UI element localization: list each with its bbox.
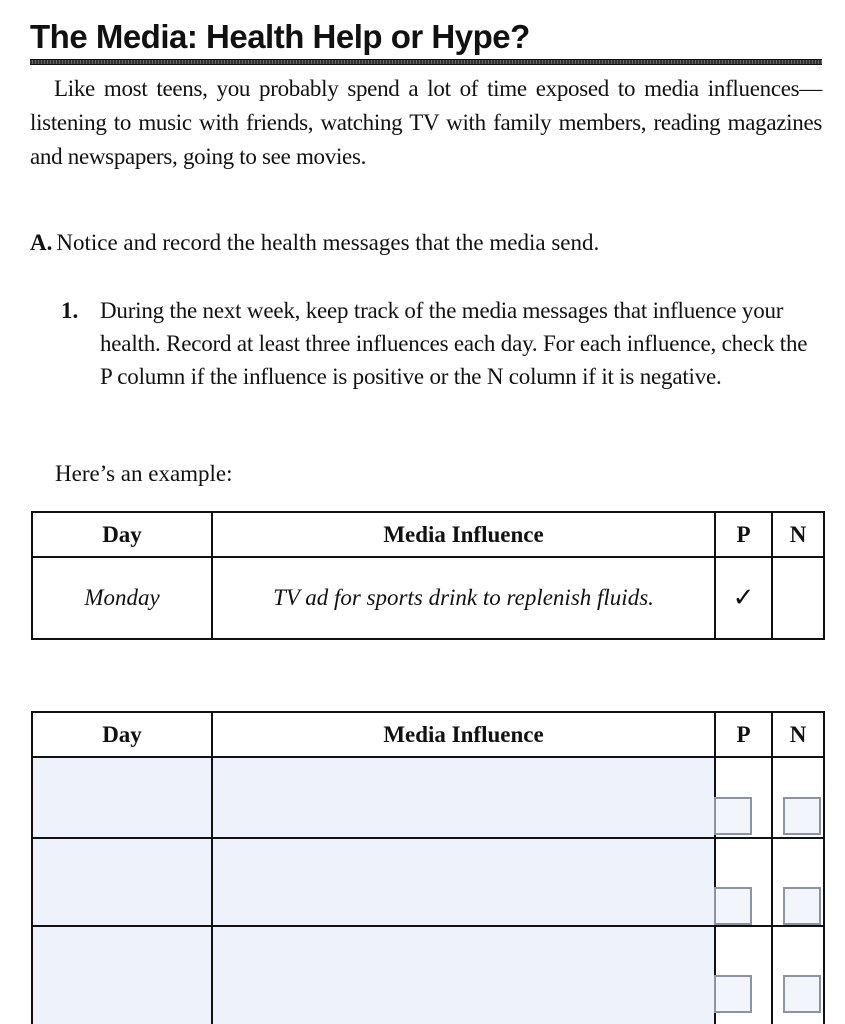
example-p-checkmark: ✓ — [715, 557, 772, 639]
example-table — [31, 511, 825, 640]
section-a-text: Notice and record the health messages that the media send. — [56, 230, 600, 255]
p-checkbox[interactable] — [714, 797, 752, 835]
header-media-influence: Media Influence — [212, 712, 715, 757]
p-cell — [715, 757, 772, 838]
title-rule — [30, 59, 822, 65]
intro-paragraph: Like most teens, you probably spend a lot of time exposed to media influences—listening to music with friends, watching TV with family members, reading magazines and newspapers, going to see movies. — [30, 76, 822, 169]
header-day: Day — [32, 712, 212, 757]
item-1-number: 1. — [61, 298, 79, 323]
day-field[interactable] — [32, 838, 212, 926]
p-cell — [715, 926, 772, 1024]
n-checkbox[interactable] — [783, 975, 821, 1013]
example-row — [32, 557, 824, 639]
media-influence-field[interactable] — [212, 926, 715, 1024]
media-influence-field[interactable] — [212, 838, 715, 926]
day-field[interactable] — [32, 926, 212, 1024]
example-header-row — [32, 512, 824, 557]
n-checkbox[interactable] — [783, 797, 821, 835]
entry-header-row — [32, 712, 824, 757]
header-media-influence: Media Influence — [212, 512, 715, 557]
entry-table — [31, 711, 825, 1024]
n-checkbox[interactable] — [783, 887, 821, 925]
page-title: The Media: Health Help or Hype? — [30, 18, 530, 55]
p-cell — [715, 838, 772, 926]
header-n: N — [772, 512, 824, 557]
header-day: Day — [32, 512, 212, 557]
example-label: Here’s an example: — [55, 461, 233, 486]
item-1-text: During the next week, keep track of the media messages that influence your health. Record at least three influences each day. For each influence, check the P column if the influence is positive or the N column if it is negative. — [100, 298, 808, 389]
p-checkbox[interactable] — [714, 975, 752, 1013]
table-row — [32, 838, 824, 926]
header-p: P — [715, 512, 772, 557]
media-influence-field[interactable] — [212, 757, 715, 838]
header-n: N — [772, 712, 824, 757]
day-field[interactable] — [32, 757, 212, 838]
table-row — [32, 757, 824, 838]
example-day: Monday — [32, 557, 212, 639]
n-cell — [772, 838, 824, 926]
section-a — [30, 228, 822, 258]
n-cell — [772, 757, 824, 838]
p-checkbox[interactable] — [714, 887, 752, 925]
example-media-influence: TV ad for sports drink to replenish fluids. — [212, 557, 715, 639]
n-cell — [772, 926, 824, 1024]
example-n-cell — [772, 557, 824, 639]
table-row — [32, 926, 824, 1024]
header-p: P — [715, 712, 772, 757]
section-a-letter: A. — [30, 230, 53, 255]
